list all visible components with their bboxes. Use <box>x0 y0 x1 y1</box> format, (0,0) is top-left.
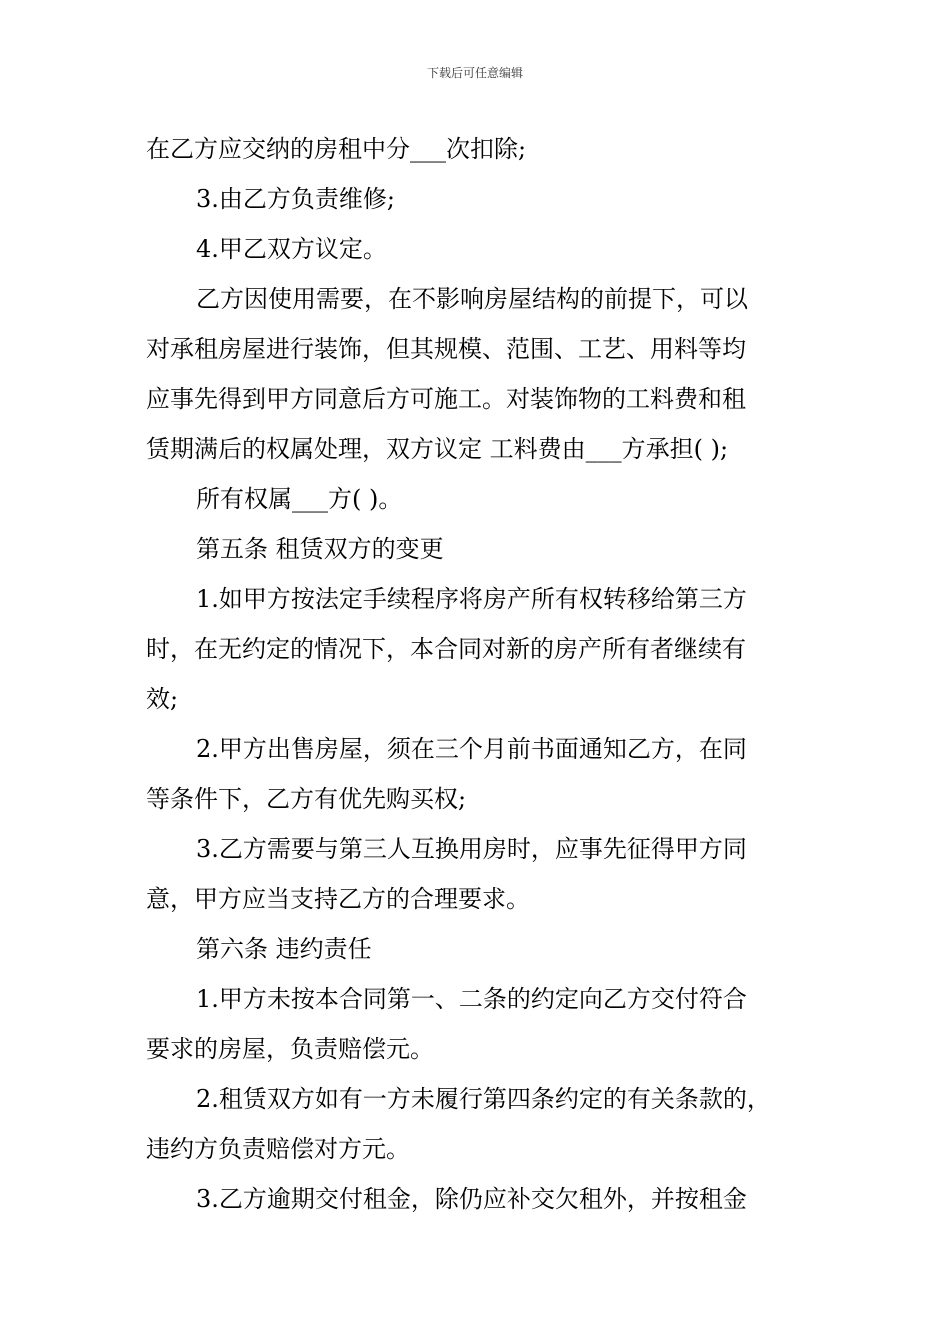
text-line: 等条件下，乙方有优先购买权; <box>146 785 467 813</box>
text-line: 2.租赁双方如有一方未履行第四条约定的有关条款的， <box>196 1085 771 1113</box>
text-line: 要求的房屋，负责赔偿元。 <box>146 1035 434 1063</box>
text-line: 1.如甲方按法定手续程序将房产所有权转移给第三方 <box>196 585 747 613</box>
text-line: 效; <box>146 685 179 713</box>
text-line: 赁期满后的权属处理，双方议定 工料费由___方承担( ); <box>146 435 729 463</box>
page-header: 下载后可任意编辑 <box>426 66 523 80</box>
text-line: 应事先得到甲方同意后方可施工。对装饰物的工料费和租 <box>146 385 746 413</box>
text-line: 4.甲乙双方议定。 <box>196 235 387 263</box>
text-line: 对承租房屋进行装饰，但其规模、范围、工艺、用料等均 <box>146 335 746 363</box>
text-line: 违约方负责赔偿对方元。 <box>146 1135 410 1163</box>
text-line: 第五条 租赁双方的变更 <box>196 535 444 563</box>
text-line: 乙方因使用需要，在不影响房屋结构的前提下，可以 <box>196 285 748 313</box>
text-line: 时，在无约定的情况下，本合同对新的房产所有者继续有 <box>146 635 746 663</box>
text-line: 在乙方应交纳的房租中分___次扣除; <box>146 135 527 163</box>
text-line: 3.乙方逾期交付租金，除仍应补交欠租外，并按租金 <box>196 1185 747 1213</box>
text-line: 3.由乙方负责维修; <box>196 185 395 213</box>
text-line: 3.乙方需要与第三人互换用房时，应事先征得甲方同 <box>196 835 747 863</box>
text-line: 2.甲方出售房屋，须在三个月前书面通知乙方，在同 <box>196 735 747 763</box>
document-body <box>146 124 816 1224</box>
text-line: 1.甲方未按本合同第一、二条的约定向乙方交付符合 <box>196 985 747 1013</box>
text-line: 第六条 违约责任 <box>196 935 372 963</box>
text-line: 意，甲方应当支持乙方的合理要求。 <box>146 885 530 913</box>
text-line: 所有权属___方( )。 <box>196 485 403 513</box>
